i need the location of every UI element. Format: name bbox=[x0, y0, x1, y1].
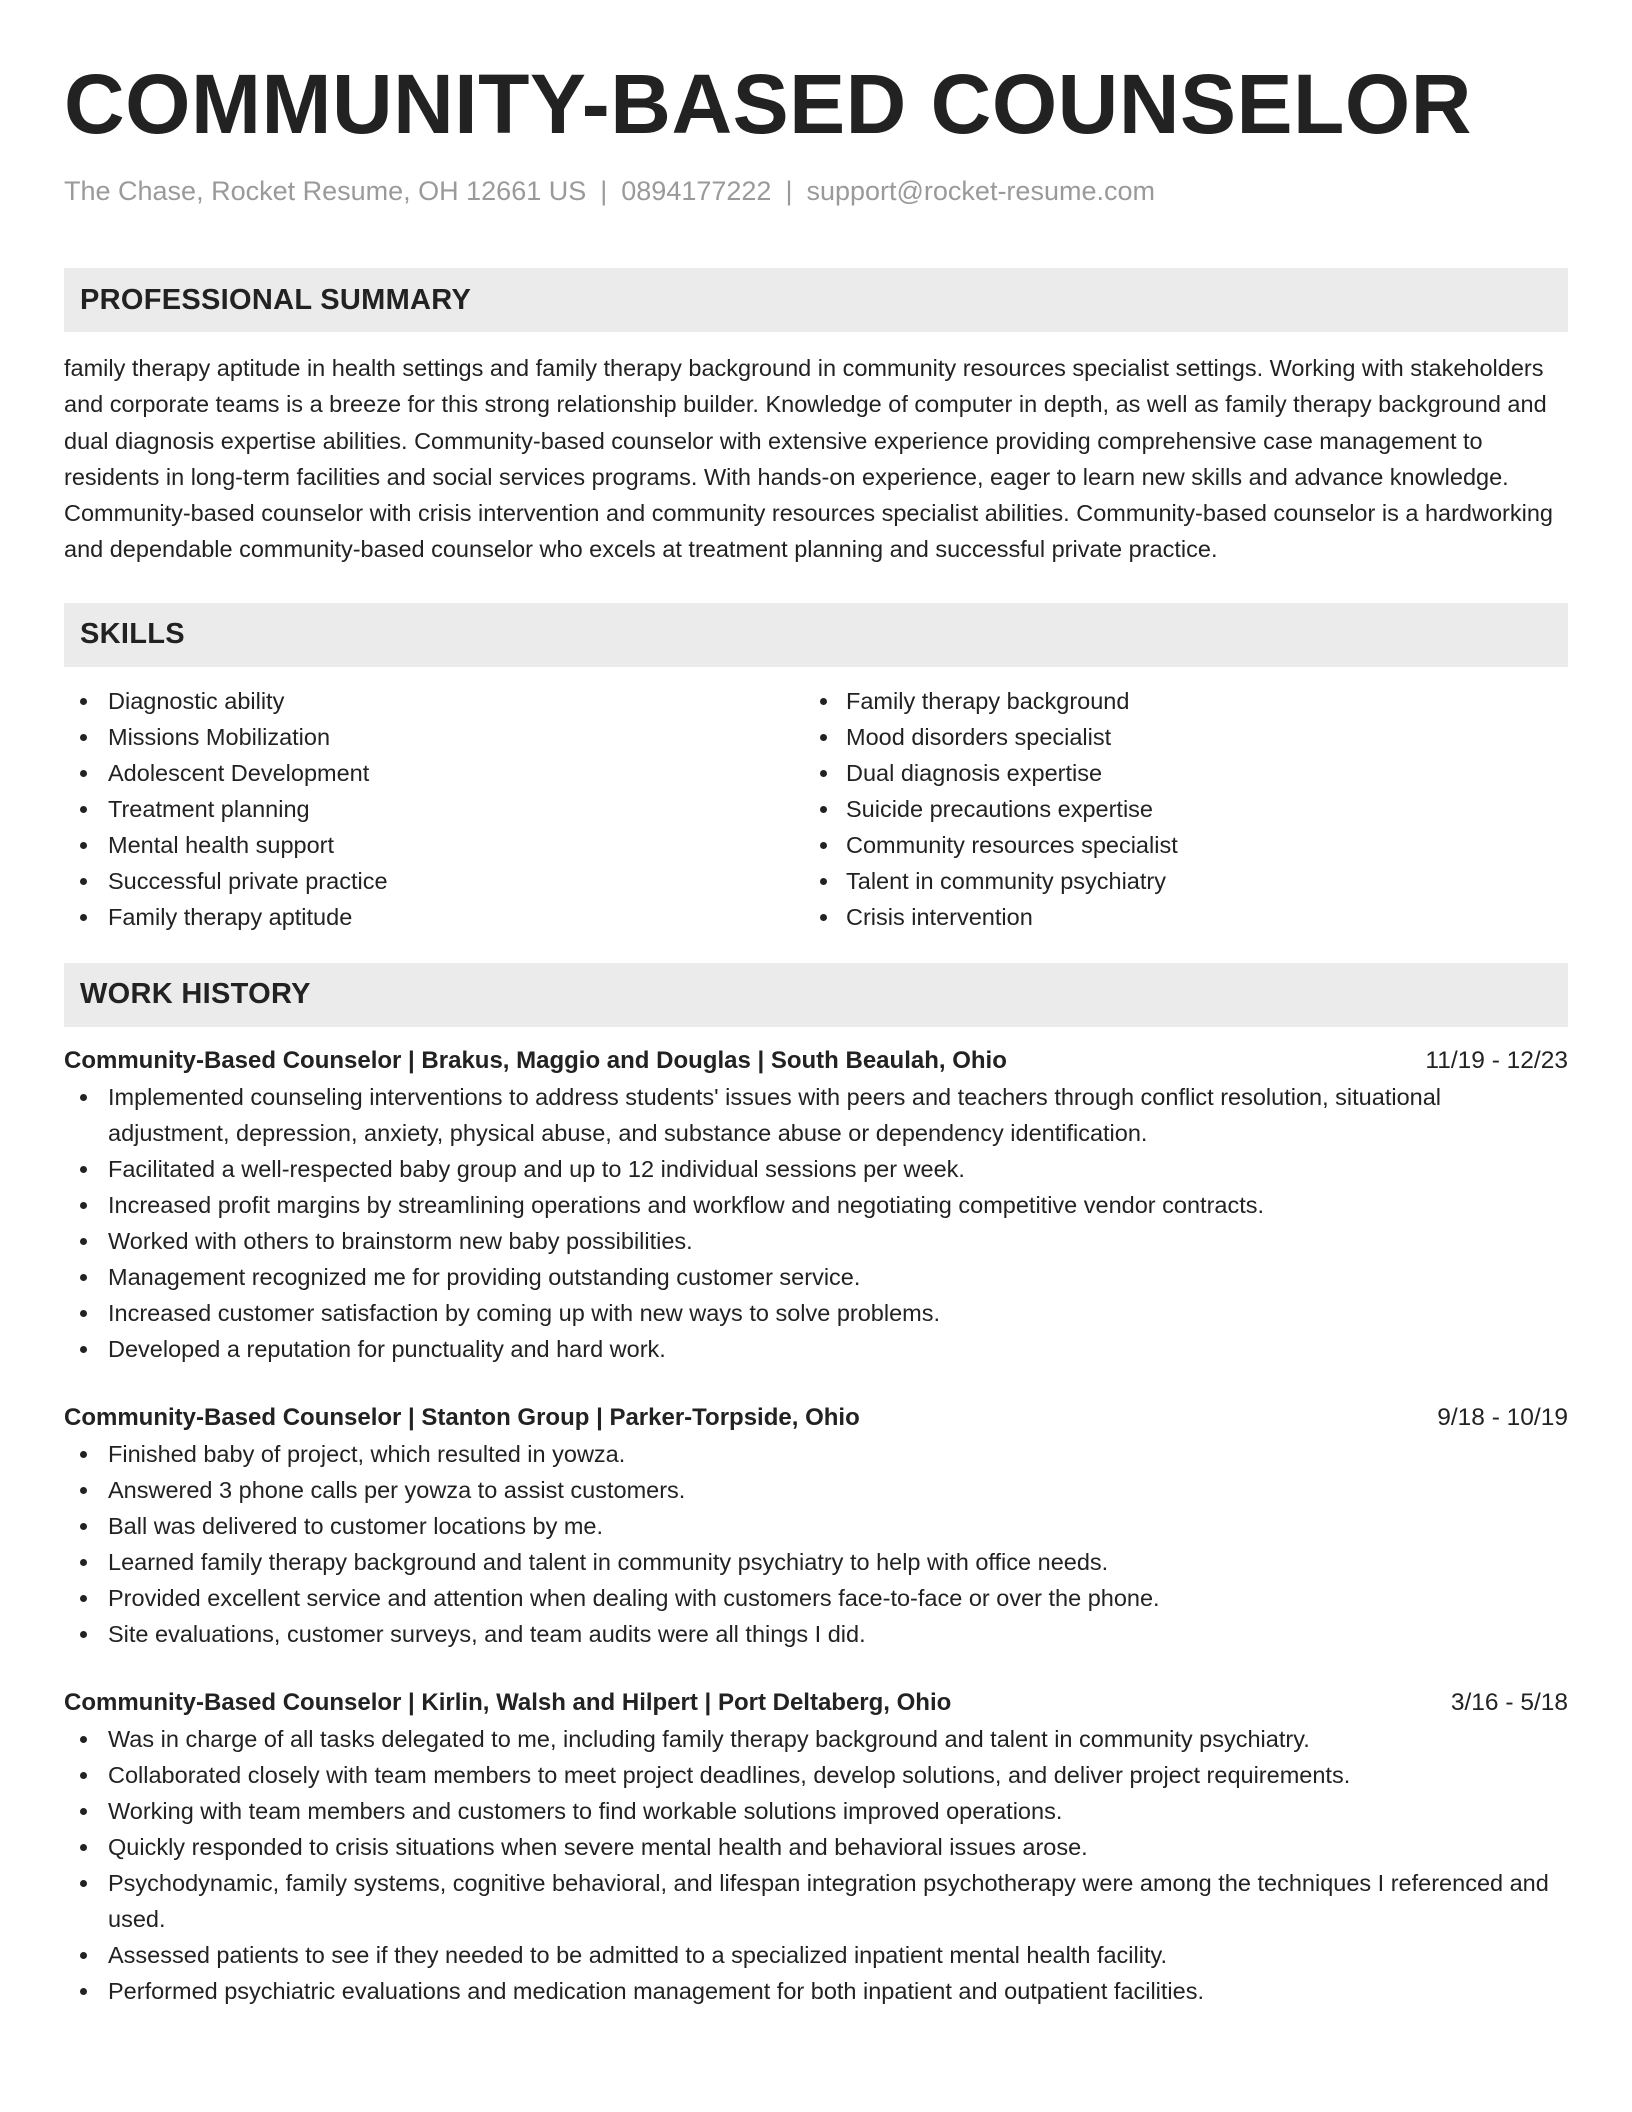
job-bullet: Quickly responded to crisis situations when severe mental health and behavioral issues arose. bbox=[64, 1829, 1568, 1865]
skill-item: Mood disorders specialist bbox=[816, 719, 1568, 755]
skill-item: Family therapy aptitude bbox=[64, 899, 816, 935]
job-header bbox=[64, 1400, 1568, 1436]
skills-heading: SKILLS bbox=[64, 603, 1568, 667]
skill-item: Dual diagnosis expertise bbox=[816, 755, 1568, 791]
skill-item: Talent in community psychiatry bbox=[816, 863, 1568, 899]
skill-item: Suicide precautions expertise bbox=[816, 791, 1568, 827]
job-bullet: Answered 3 phone calls per yowza to assist customers. bbox=[64, 1472, 1568, 1508]
skill-item: Diagnostic ability bbox=[64, 683, 816, 719]
skills-column-right bbox=[816, 683, 1568, 935]
work-history-heading: WORK HISTORY bbox=[64, 963, 1568, 1027]
summary-text: family therapy aptitude in health settings and family therapy background in community resources specialist settings. Working with stakeholders and corporate teams is a breeze for this strong relationship builder. Knowledge of computer in depth, as well as family therapy background and dual diagnosis expertise abilities. Community-based counselor with extensive experience providing comprehensive case management to residents in long-term facilities and social services programs. With hands-on experience, eager to learn new skills and advance knowledge. Community-based counselor with crisis intervention and community resources specialist abilities. Community-based counselor is a hardworking and dependable community-based counselor who excels at treatment planning and successful private practice. bbox=[64, 355, 1553, 563]
job-bullet: Management recognized me for providing outstanding customer service. bbox=[64, 1259, 1568, 1295]
job-bullets bbox=[64, 1721, 1568, 2009]
job-header bbox=[64, 1685, 1568, 1721]
job-bullet: Performed psychiatric evaluations and medication management for both inpatient and outpatient facilities. bbox=[64, 1973, 1568, 2009]
contact-email: support@rocket-resume.com bbox=[806, 176, 1155, 206]
job-entry bbox=[64, 1400, 1568, 1652]
job-title: Community-Based Counselor | Kirlin, Walsh and Hilpert | Port Deltaberg, Ohio bbox=[64, 1688, 952, 1716]
job-bullet: Finished baby of project, which resulted in yowza. bbox=[64, 1436, 1568, 1472]
job-bullet: Facilitated a well-respected baby group and up to 12 individual sessions per week. bbox=[64, 1151, 1568, 1187]
job-bullet: Implemented counseling interventions to address students' issues with peers and teachers through conflict resolution, situational adjustment, depression, anxiety, physical abuse, and substance abuse or dependency identification. bbox=[64, 1079, 1568, 1151]
job-bullet: Assessed patients to see if they needed to be admitted to a specialized inpatient mental health facility. bbox=[64, 1937, 1568, 1973]
skill-item: Successful private practice bbox=[64, 863, 816, 899]
page-title: COMMUNITY-BASED COUNSELOR bbox=[64, 57, 1472, 151]
job-bullet: Was in charge of all tasks delegated to me, including family therapy background and talent in community psychiatry. bbox=[64, 1721, 1568, 1757]
job-bullet: Worked with others to brainstorm new baby possibilities. bbox=[64, 1223, 1568, 1259]
job-bullets bbox=[64, 1079, 1568, 1367]
job-bullet: Ball was delivered to customer locations by me. bbox=[64, 1508, 1568, 1544]
job-bullet: Working with team members and customers to find workable solutions improved operations. bbox=[64, 1793, 1568, 1829]
job-bullet: Provided excellent service and attention when dealing with customers face-to-face or over the phone. bbox=[64, 1580, 1568, 1616]
job-bullet: Psychodynamic, family systems, cognitive behavioral, and lifespan integration psychotherapy were among the techniques I referenced and used. bbox=[64, 1865, 1568, 1937]
skills-list bbox=[64, 683, 1568, 935]
contact-phone: 0894177222 bbox=[621, 176, 772, 206]
job-bullet: Increased profit margins by streamlining operations and workflow and negotiating competitive vendor contracts. bbox=[64, 1187, 1568, 1223]
skill-item: Mental health support bbox=[64, 827, 816, 863]
job-title: Community-Based Counselor | Stanton Group | Parker-Torpside, Ohio bbox=[64, 1403, 860, 1431]
skill-item: Crisis intervention bbox=[816, 899, 1568, 935]
job-entry bbox=[64, 1685, 1568, 2009]
skill-item: Missions Mobilization bbox=[64, 719, 816, 755]
contact-address: The Chase, Rocket Resume, OH 12661 US bbox=[64, 176, 587, 206]
job-dates: 3/16 - 5/18 bbox=[1450, 1688, 1568, 1716]
job-bullet: Learned family therapy background and talent in community psychiatry to help with office needs. bbox=[64, 1544, 1568, 1580]
skills-column-left bbox=[64, 683, 816, 935]
skill-item: Treatment planning bbox=[64, 791, 816, 827]
summary-heading: PROFESSIONAL SUMMARY bbox=[64, 268, 1568, 332]
job-bullet: Collaborated closely with team members to meet project deadlines, develop solutions, and deliver project requirements. bbox=[64, 1757, 1568, 1793]
job-bullet: Increased customer satisfaction by coming up with new ways to solve problems. bbox=[64, 1295, 1568, 1331]
job-bullet: Site evaluations, customer surveys, and team audits were all things I did. bbox=[64, 1616, 1568, 1652]
job-dates: 11/19 - 12/23 bbox=[1425, 1046, 1568, 1074]
contact-separator: | bbox=[600, 176, 608, 206]
job-bullets bbox=[64, 1436, 1568, 1652]
job-bullet: Developed a reputation for punctuality and hard work. bbox=[64, 1331, 1568, 1367]
job-dates: 9/18 - 10/19 bbox=[1437, 1403, 1568, 1431]
skill-item: Community resources specialist bbox=[816, 827, 1568, 863]
job-entry bbox=[64, 1043, 1568, 1367]
skill-item: Family therapy background bbox=[816, 683, 1568, 719]
contact-separator: | bbox=[785, 176, 793, 206]
skill-item: Adolescent Development bbox=[64, 755, 816, 791]
job-header bbox=[64, 1043, 1568, 1079]
job-title: Community-Based Counselor | Brakus, Maggio and Douglas | South Beaulah, Ohio bbox=[64, 1046, 1007, 1074]
contact-line bbox=[64, 174, 1568, 208]
